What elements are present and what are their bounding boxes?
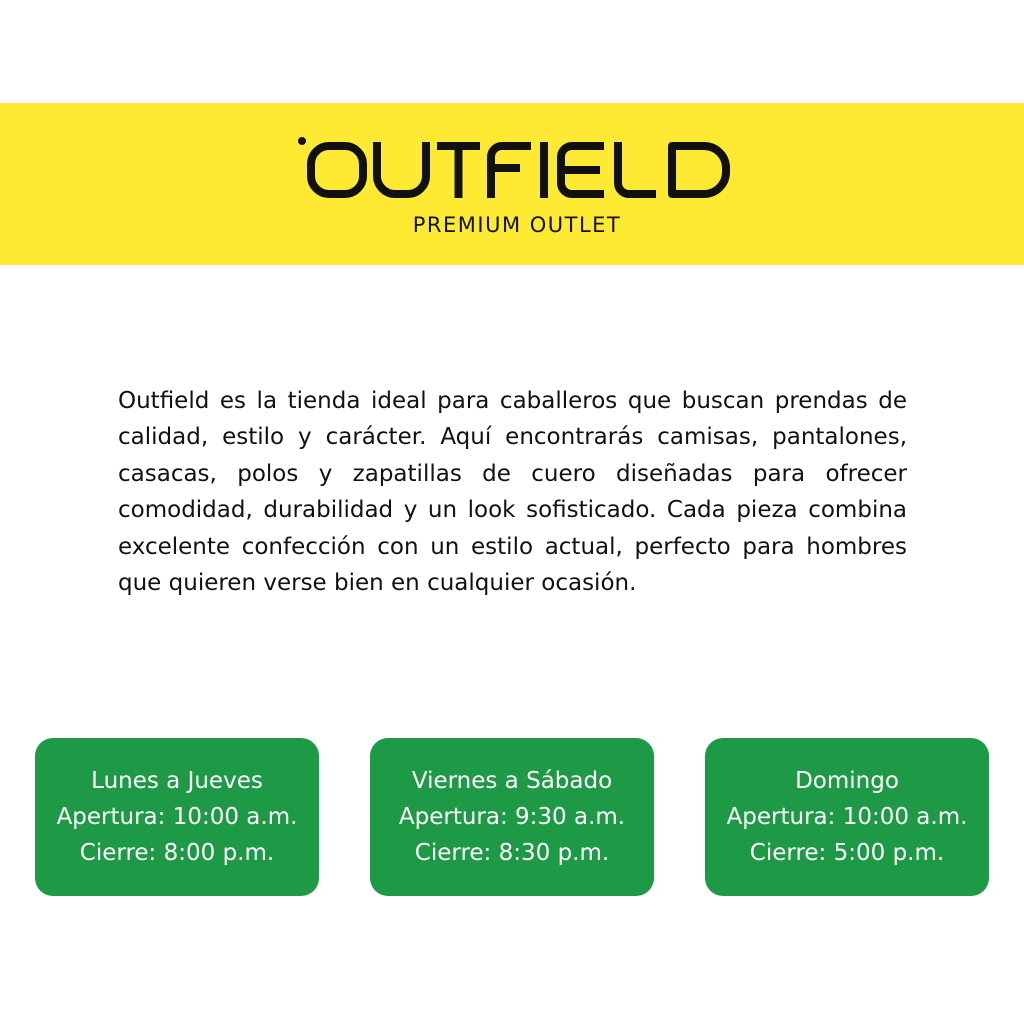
brand-tagline: PREMIUM OUTLET [412,213,622,237]
hours-card-friday-saturday [370,738,654,896]
hours-days: Viernes a Sábado [411,768,613,794]
store-description: Outfield es la tienda ideal para caballeros que buscan prendas de calidad, estilo y carácter. Aquí encontrarás camisas, pantalones, casacas, polos y zapatillas de cuero diseñadas para ofrecer comodidad, durabilidad y un look sofisticado. Cada pieza combina excelente confección con un estilo actual, perfecto para hombres que quieren verse bien en cualquier ocasión. [118,388,907,597]
hours-opening: Apertura: 10:00 a.m. [56,804,298,830]
brand-name [0,0,1,1]
hours-opening: Apertura: 10:00 a.m. [726,804,968,830]
outfield-logo [298,135,734,205]
hours-closing: Cierre: 8:30 p.m. [414,840,610,866]
hours-closing: Cierre: 5:00 p.m. [749,840,945,866]
hours-days: Domingo [795,768,899,794]
hours-card-weekdays [35,738,319,896]
hours-opening: Apertura: 9:30 a.m. [398,804,626,830]
hours-days: Lunes a Jueves [91,768,263,794]
hours-closing: Cierre: 8:00 p.m. [79,840,275,866]
hours-card-sunday [705,738,989,896]
